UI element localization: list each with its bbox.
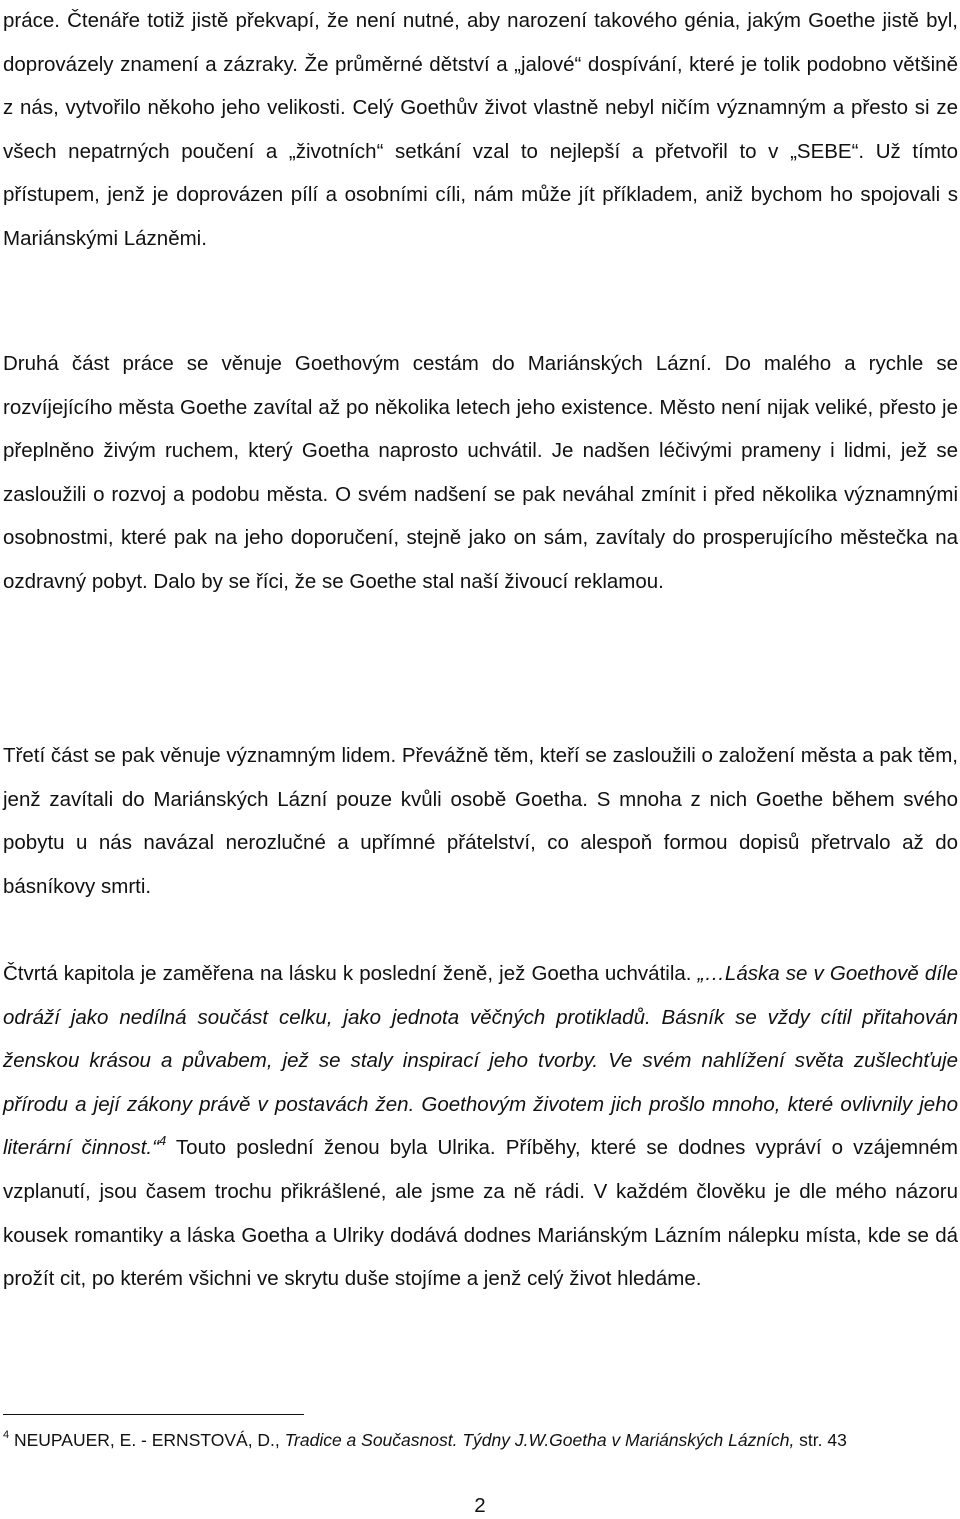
- footnote-pages: str. 43: [794, 1430, 847, 1450]
- page-number: 2: [474, 1494, 486, 1517]
- paragraph-intro-continuation: práce. Čtenáře totiž jistě překvapí, že není nutné, aby narození takového génia, jakým Goethe jistě byl, doprovázely znamení a zázraky. Že průměrné dětství a „jalové“ dospívání, které je tolik podobno většině z nás, vytvořilo někoho jeho velikosti. Celý Goethův život vlastně nebyl ničím významným a přesto si ze všech nepatrných poučení a „životních“ setkání vzal to nejlepší a přetvořil to v „SEBE“. Už tímto přístupem, jenž je doprovázen pílí a osobními cíli, nám může jít příkladem, aniž bychom ho spojovali s Mariánskými Lázněmi.: [3, 9, 958, 250]
- footnote-number: 4: [3, 1429, 10, 1441]
- footnote: [3, 1427, 958, 1453]
- paragraph-chapter-four: [3, 952, 958, 1301]
- footnote-separator: [3, 1414, 304, 1415]
- footnote-title: Tradice a Současnost. Týdny J.W.Goetha v Mariánských Lázních,: [284, 1430, 795, 1450]
- quotation: „…Láska se v Goethově díle odráží jako nedílná součást celku, jako jednota věčných protikladů. Básník se vždy cítil přitahován ženskou krásou a půvabem, jež se staly inspirací jeho tvorby. Ve svém nahlížení světa zušlechťuje přírodu a její zákony právě v postavách žen. Goethovým životem jich prošlo mnoho, které ovlivnily jeho literární činnost.“: [3, 962, 958, 1160]
- chapter-four-intro: Čtvrtá kapitola je zaměřena na lásku k poslední ženě, jež Goetha uchvátila.: [3, 962, 698, 985]
- paragraph-part-two: Druhá část práce se věnuje Goethovým cestám do Mariánských Lázní. Do malého a rychle se rozvíjejícího města Goethe zavítal až po několika letech jeho existence. Město není nijak veliké, přesto je přeplněno živým ruchem, který Goetha naprosto uchvátil. Je nadšen léčivými prameny i lidmi, jež se zasloužili o rozvoj a podobu města. O svém nadšení se pak neváhal zmínit i před několika významnými osobnostmi, které pak na jeho doporučení, stejně jako on sám, zavítaly do prosperujícího městečka na ozdravný pobyt. Dalo by se říci, že se Goethe stal naší živoucí reklamou.: [3, 352, 958, 593]
- footnote-reference: 4: [158, 1133, 167, 1149]
- chapter-four-rest: Touto poslední ženou byla Ulrika. Příběhy, které se dodnes vypráví o vzájemném vzplanutí, jsou časem trochu přikrášlené, ale jsme za ně rádi. V každém člověku je dle mého názoru kousek romantiky a láska Goetha a Ulriky dodává dodnes Mariánským Lázním nálepku místa, kde se dá prožít cit, po kterém všichni ve skrytu duše stojíme a jenž celý život hledáme.: [3, 1136, 958, 1291]
- footnote-authors: NEUPAUER, E. - ERNSTOVÁ, D.,: [9, 1430, 285, 1450]
- paragraph-part-three: Třetí část se pak věnuje významným lidem. Převážně těm, kteří se zasloužili o založení města a pak těm, jenž zavítali do Mariánských Lázní pouze kvůli osobě Goetha. S mnoha z nich Goethe během svého pobytu u nás navázal nerozlučné a upřímné přátelství, co alespoň formou dopisů přetrvalo až do básníkovy smrti.: [3, 744, 958, 898]
